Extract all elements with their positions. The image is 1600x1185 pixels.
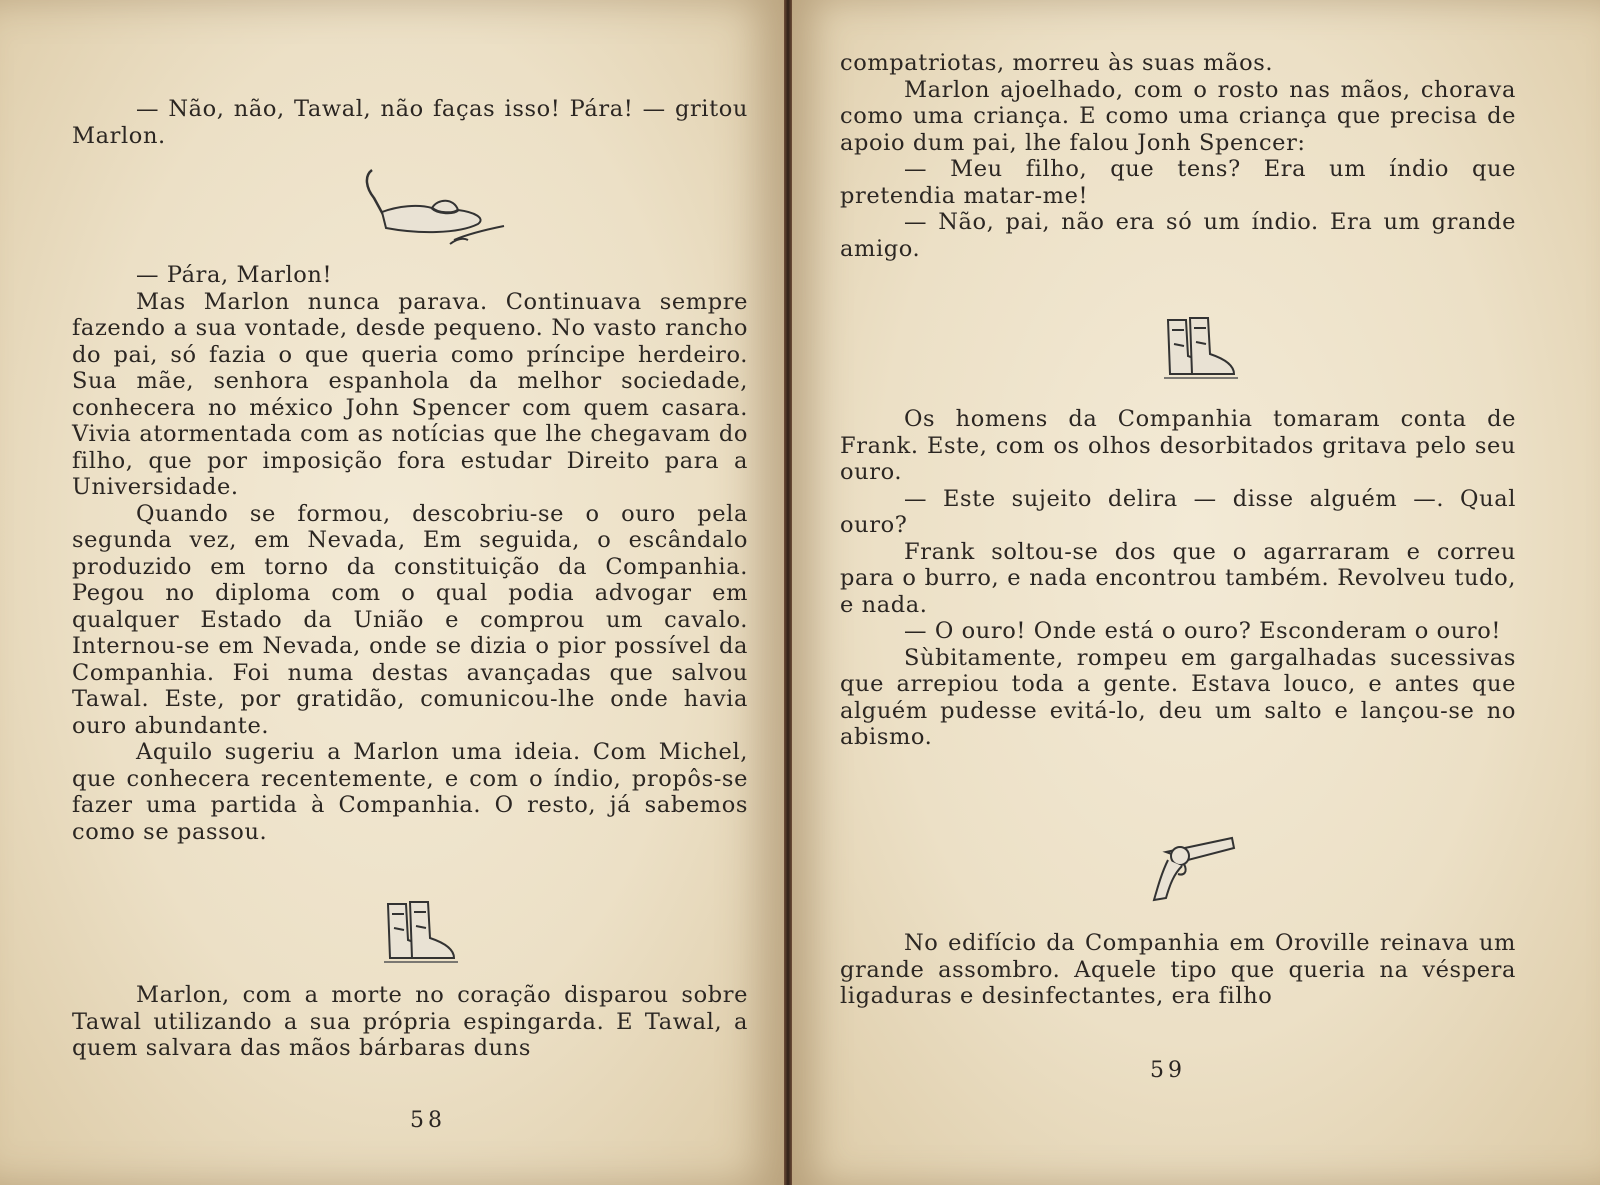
left-page [0,0,788,1185]
left-block-2 [72,262,748,845]
right-block-2 [840,406,1516,751]
paragraph: Os homens da Companhia tomaram conta de Frank. Este, com os olhos desorbitados gritava pelo seu ouro. [840,406,1516,485]
paragraph: — Este sujeito delira — disse alguém —. Qual ouro? [840,485,1516,538]
paragraph: Marlon, com a morte no coração disparou sobre Tawal utilizando a sua própria espingarda. E Tawal, a quem salvara das mãos bárbaras duns [72,982,748,1061]
paragraph: Frank soltou-se dos que o agarraram e correu para o burro, e nada encontrou também. Revolveu tudo, e nada. [840,538,1516,618]
paragraph: No edifício da Companhia em Oroville reinava um grande assombro. Aquele tipo que queria na véspera ligaduras e desinfectantes, era filho [840,930,1516,1009]
paragraph: — Não, não, Tawal, não faças isso! Pára! — gritou Marlon. [72,96,748,149]
hat-and-whip-ornament [358,168,508,252]
page-number: 58 [410,1108,446,1133]
paragraph: — Pára, Marlon! [136,262,333,288]
paragraph: — Não, pai, não era só um índio. Era um grande amigo. [840,209,1516,262]
paragraph: compatriotas, morreu às suas mãos. [840,50,1274,76]
left-block-1 [72,96,748,149]
paragraph: — Meu filho, que tens? Era um índio que pretendia matar-me! [840,156,1516,209]
right-block-1 [840,50,1516,262]
paragraph: Sùbitamente, rompeu em gargalhadas sucessivas que arrepiou toda a gente. Estava louco, e antes que alguém pudesse evitá-lo, deu um salto e lançou-se no abismo. [840,644,1516,750]
paragraph: Marlon ajoelhado, com o rosto nas mãos, chorava como uma criança. E como uma criança que precisa de apoio dum pai, lhe falou Jonh Spencer: [840,76,1516,156]
right-page [788,0,1600,1185]
boots-ornament [380,900,460,966]
page-number: 59 [1150,1058,1186,1083]
revolver-ornament [1148,832,1238,904]
left-block-3 [72,982,748,1062]
right-block-3 [840,930,1516,1010]
paragraph: — O ouro! Onde está o ouro? Esconderam o ouro! [904,618,1501,644]
book-gutter [784,0,792,1185]
paragraph: Mas Marlon nunca parava. Continuava sempre fazendo a sua vontade, desde pequeno. No vasto rancho do pai, só fazia o que queria como príncipe herdeiro. Sua mãe, senhora espanhola da melhor sociedade, conhecera no méxico John Spencer com quem casara. Vivia atormentada com as notícias que lhe chegavam do filho, que por imposição fora estudar Direito para a Universidade. [72,288,748,500]
paragraph: Quando se formou, descobriu-se o ouro pela segunda vez, em Nevada, Em seguida, o escândalo produzido em torno da constituição da Companhia. Pegou no diploma com o qual podia advogar em qualquer Estado da União e comprou um cavalo. Internou-se em Nevada, onde se dizia o pior possível da Companhia. Foi numa destas avançadas que salvou Tawal. Este, por gratidão, comunicou-lhe onde havia ouro abundante. [72,500,748,739]
paragraph: Aquilo sugeriu a Marlon uma ideia. Com Michel, que conhecera recentemente, e com o índio, propôs-se fazer uma partida à Companhia. O resto, já sabemos como se passou. [72,739,748,845]
boots-ornament [1160,316,1240,382]
